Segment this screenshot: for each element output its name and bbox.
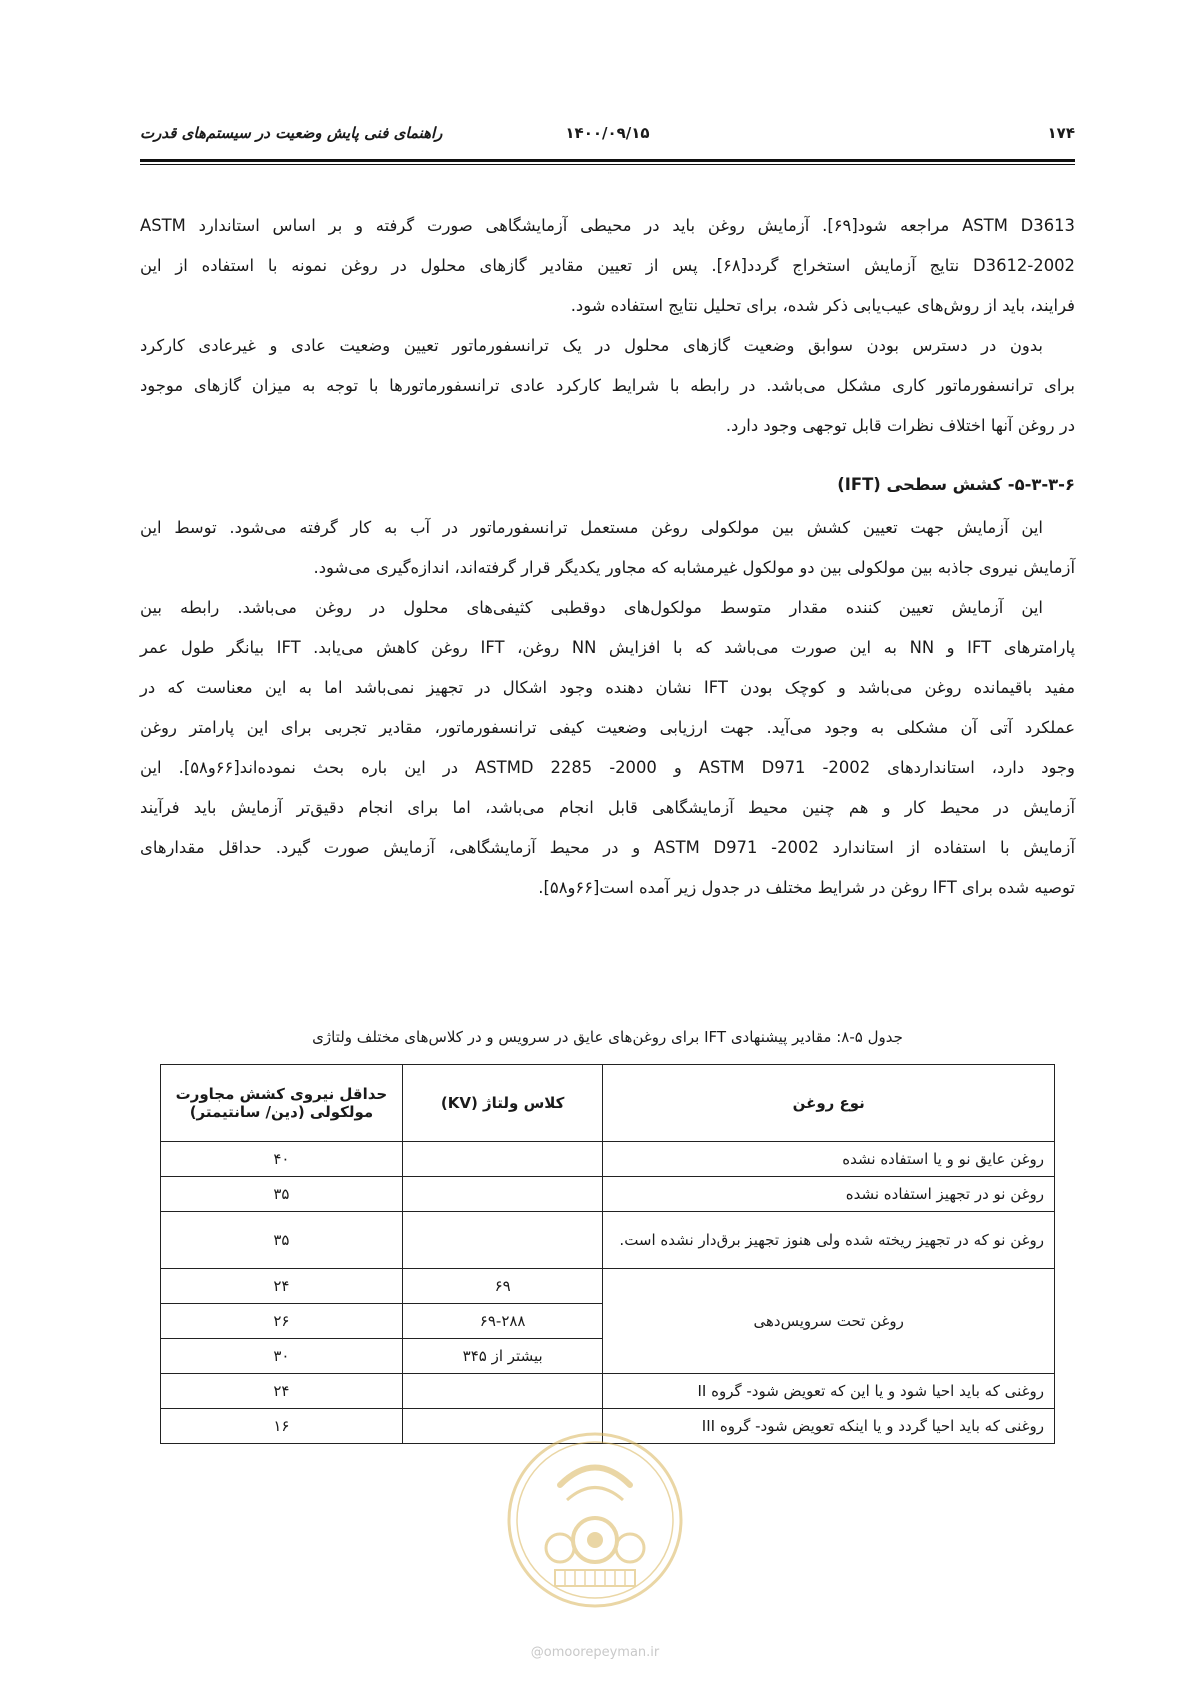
header-rule-thin (140, 164, 1075, 165)
cell-min-tension: ۱۶ (161, 1409, 403, 1444)
cell-min-tension: ۲۶ (161, 1304, 403, 1339)
text-line: آزمایش در محیط کار و هم چنین محیط آزمایشگاهی قابل انجام می‌باشد، اما برای انجام دقیق‌تر آزمایش باید فرآیند (140, 798, 1075, 817)
paragraph-1 (140, 206, 1075, 326)
text-line: آزمایش نیروی جاذبه بین مولکولی بین دو مولکول غیرمشابه که مجاور یکدیگر قرار گرفته‌اند، اندازه‌گیری می‌شود. (313, 558, 1075, 577)
text-line: وجود دارد، استانداردهای ASTM D971 -2002 و ASTMD 2285 -2000 در این باره بحث نموده‌اند[۶۶و۵۸]. این (140, 758, 1075, 777)
text-line: برای ترانسفورماتور کاری مشکل می‌باشد. در رابطه با شرایط کارکرد عادی ترانسفورماتورها با توجه به میزان گازهای موجود (140, 376, 1075, 395)
cell-min-tension: ۲۴ (161, 1269, 403, 1304)
text-line: فرایند، باید از روش‌های عیب‌یابی ذکر شده، برای تحلیل نتایج استفاده شود. (570, 296, 1075, 315)
table-row (161, 1374, 1055, 1409)
table-header-row (161, 1065, 1055, 1142)
cell-voltage-class: ۶۹ (402, 1269, 603, 1304)
text-line: عملکرد آتی آن مشکلی به وجود می‌آید. جهت ارزیابی وضعیت کیفی ترانسفورماتور، مقادیر تجربی برای این پارامتر روغن (140, 718, 1075, 737)
paragraph-3 (140, 508, 1075, 588)
cell-voltage-class: بیشتر از ۳۴۵ (402, 1339, 603, 1374)
text-line: در روغن آنها اختلاف نظرات قابل توجهی وجود دارد. (725, 416, 1075, 435)
table-row (161, 1142, 1055, 1177)
cell-oil-type: روغنی که باید احیا شود و یا این که تعویض شود- گروه II (603, 1374, 1055, 1409)
paragraph-4 (140, 588, 1075, 908)
cell-min-tension: ۳۵ (161, 1177, 403, 1212)
text-line: مفید باقیمانده روغن می‌باشد و کوچک بودن IFT نشان دهنده وجود اشکال در تجهیز نمی‌باشد اما به این معناست که در (140, 678, 1075, 697)
text-line: پارامترهای IFT و NN به این صورت می‌باشد که با افزایش NN روغن، IFT روغن کاهش می‌یابد. IFT بیانگر طول عمر (140, 638, 1076, 657)
header-min-tension: حداقل نیروی کشش مجاورت مولکولی (دین/ سانتیمتر) (161, 1065, 403, 1142)
cell-voltage-class: ۶۹-۲۸۸ (402, 1304, 603, 1339)
paragraph-2 (140, 326, 1075, 446)
text-line: آزمایش با استفاده از استاندارد ASTM D971 -2002 و در محیط آزمایشگاهی، آزمایش صورت گیرد. حداقل مقدارهای (140, 838, 1075, 857)
cell-voltage-class (402, 1177, 603, 1212)
header-date: ۱۴۰۰/۰۹/۱۵ (565, 124, 650, 142)
table-row (161, 1212, 1055, 1269)
cell-oil-type: روغن نو در تجهیز استفاده نشده (603, 1177, 1055, 1212)
section-heading: ۵-۳-۳-۶- کشش سطحی (IFT) (837, 475, 1075, 494)
watermark-seal-icon (505, 1430, 685, 1610)
cell-oil-type: روغن عایق نو و یا استفاده نشده (603, 1142, 1055, 1177)
cell-min-tension: ۴۰ (161, 1142, 403, 1177)
page-header (140, 122, 1075, 146)
table-row (161, 1177, 1055, 1212)
header-rule-thick (140, 159, 1075, 162)
cell-voltage-class (402, 1374, 603, 1409)
text-line: بدون در دسترس بودن سوابق وضعیت گازهای محلول در یک ترانسفورماتور تعیین وضعیت عادی و غیرعادی کارکرد (140, 336, 1043, 355)
text-line: توصیه شده برای IFT روغن در شرایط مختلف در جدول زیر آمده است[۶۶و۵۸]. (538, 878, 1075, 897)
text-line: ASTM D3613 مراجعه شود[۶۹]. آزمایش روغن باید در محیطی آزمایشگاهی صورت گرفته و بر اساس استاندارد ASTM (140, 216, 1075, 235)
cell-min-tension: ۲۴ (161, 1374, 403, 1409)
cell-voltage-class (402, 1142, 603, 1177)
page-number: ۱۷۴ (1047, 124, 1075, 142)
watermark-site: @omoorepeyman.ir (530, 1645, 660, 1660)
table-row (161, 1269, 1055, 1304)
text-line: D3612-2002 نتایج آزمایش استخراج گردد[۶۸]. پس از تعیین مقادیر گازهای محلول در روغن نمونه با استفاده از این (140, 256, 1075, 275)
table-caption: جدول ۵-۸: مقادیر پیشنهادی IFT برای روغن‌های عایق در سرویس و در کلاس‌های مختلف ولتاژی (312, 1028, 903, 1046)
cell-min-tension: ۳۰ (161, 1339, 403, 1374)
cell-oil-type: روغن نو که در تجهیز ریخته شده ولی هنوز تجهیز برق‌دار نشده است. (603, 1212, 1055, 1269)
text-line: این آزمایش تعیین کننده مقدار متوسط مولکول‌های دوقطبی کثیفی‌های محلول در روغن می‌باشد. رابطه بین (140, 598, 1043, 617)
cell-oil-type: روغنی که باید احیا گردد و یا اینکه تعویض شود- گروه III (603, 1409, 1055, 1444)
header-oil-type: نوع روغن (603, 1065, 1055, 1142)
header-voltage-class: کلاس ولتاژ (KV) (402, 1065, 603, 1142)
text-line: این آزمایش جهت تعیین کشش بین مولکولی روغن مستعمل ترانسفورماتور در آب به کار گرفته می‌شود. توسط این (140, 518, 1043, 537)
ift-table (160, 1064, 1055, 1444)
cell-oil-type: روغن تحت سرویس‌دهی (603, 1269, 1055, 1374)
cell-voltage-class (402, 1212, 603, 1269)
header-title: راهنمای فنی پایش وضعیت در سیستم‌های قدرت (140, 124, 443, 142)
cell-min-tension: ۳۵ (161, 1212, 403, 1269)
body-text (140, 206, 1075, 908)
